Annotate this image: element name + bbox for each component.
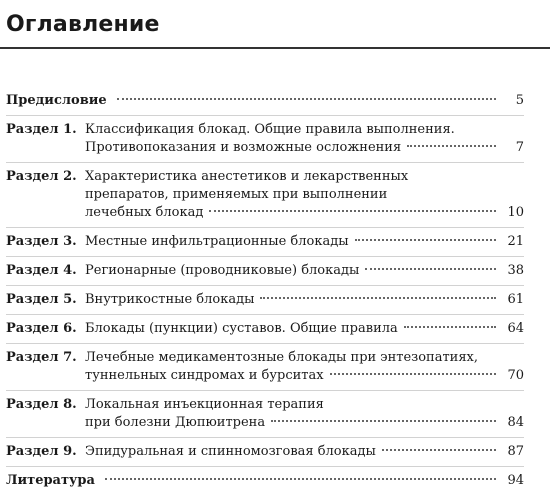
toc-entry-title-line: лечебных блокад — [85, 205, 204, 220]
toc-section-label: Раздел 6. — [6, 321, 77, 336]
dot-leader — [407, 145, 496, 147]
toc-page-number: 7 — [515, 140, 524, 155]
toc-entry-title-line: Эпидуральная и спинномозговая блокады — [85, 444, 376, 459]
dot-leader — [382, 449, 496, 451]
toc-entry-title-line: Блокады (пункции) суставов. Общие правила — [85, 321, 398, 336]
dot-leader — [105, 478, 496, 480]
toc-page-number: 64 — [507, 321, 524, 336]
dot-leader — [260, 297, 496, 299]
toc-section-label: Литература — [6, 473, 95, 488]
toc-entry[interactable] — [6, 314, 524, 338]
toc-page-number: 87 — [507, 444, 524, 459]
toc-page-number: 5 — [515, 93, 524, 108]
toc-section-label: Предисловие — [6, 93, 107, 108]
toc-entry[interactable] — [6, 390, 524, 432]
toc-entry-title-line: Внутрикостные блокады — [85, 292, 255, 307]
toc-entry[interactable] — [6, 437, 524, 461]
toc-entry[interactable] — [6, 115, 524, 157]
toc-entry-title-line: Противопоказания и возможные осложнения — [85, 140, 402, 155]
toc-section-label: Раздел 9. — [6, 444, 77, 459]
toc-section-label: Раздел 5. — [6, 292, 77, 307]
toc-entry-title-line: Регионарные (проводниковые) блокады — [85, 263, 360, 278]
dot-leader — [117, 98, 496, 100]
toc-page-number: 38 — [507, 263, 524, 278]
toc-entry[interactable] — [6, 162, 524, 222]
toc-section-label: Раздел 8. — [6, 397, 77, 412]
dot-leader — [355, 239, 496, 241]
toc-entry[interactable] — [6, 466, 524, 490]
toc-page-number: 10 — [507, 205, 524, 220]
toc-entry[interactable] — [6, 343, 524, 385]
toc-section-label: Раздел 1. — [6, 122, 77, 137]
toc-page-number: 94 — [507, 473, 524, 488]
toc-entry-title-line: препаратов, применяемых при выполнении — [85, 187, 388, 202]
toc-page-number: 61 — [507, 292, 524, 307]
toc-entry-title-line: Локальная инъекционная терапия — [85, 397, 324, 412]
table-of-contents — [6, 92, 524, 490]
toc-entry-title-line: Классификация блокад. Общие правила выполнения. — [85, 122, 455, 137]
page-title: Оглавление — [6, 12, 160, 37]
dot-leader — [365, 268, 496, 270]
toc-entry-title-line: Лечебные медикаментозные блокады при энтезопатиях, — [85, 350, 478, 365]
toc-page-number: 21 — [507, 234, 524, 249]
toc-page-number: 84 — [507, 415, 524, 430]
dot-leader — [271, 420, 496, 422]
toc-entry[interactable] — [6, 227, 524, 251]
toc-section-label: Раздел 3. — [6, 234, 77, 249]
toc-section-label: Раздел 2. — [6, 169, 77, 184]
toc-entry-title-line: Характеристика анестетиков и лекарственных — [85, 169, 409, 184]
dot-leader — [404, 326, 496, 328]
toc-entry-title-line: туннельных синдромах и бурситах — [85, 368, 324, 383]
toc-entry-title-line: при болезни Дюпюитрена — [85, 415, 266, 430]
toc-section-label: Раздел 4. — [6, 263, 77, 278]
toc-section-label: Раздел 7. — [6, 350, 77, 365]
toc-entry-title-line: Местные инфильтрационные блокады — [85, 234, 349, 249]
dot-leader — [330, 373, 496, 375]
toc-entry[interactable] — [6, 92, 524, 110]
toc-entry[interactable] — [6, 256, 524, 280]
title-divider — [0, 47, 550, 49]
toc-entry[interactable] — [6, 285, 524, 309]
dot-leader — [209, 210, 496, 212]
toc-page-number: 70 — [507, 368, 524, 383]
